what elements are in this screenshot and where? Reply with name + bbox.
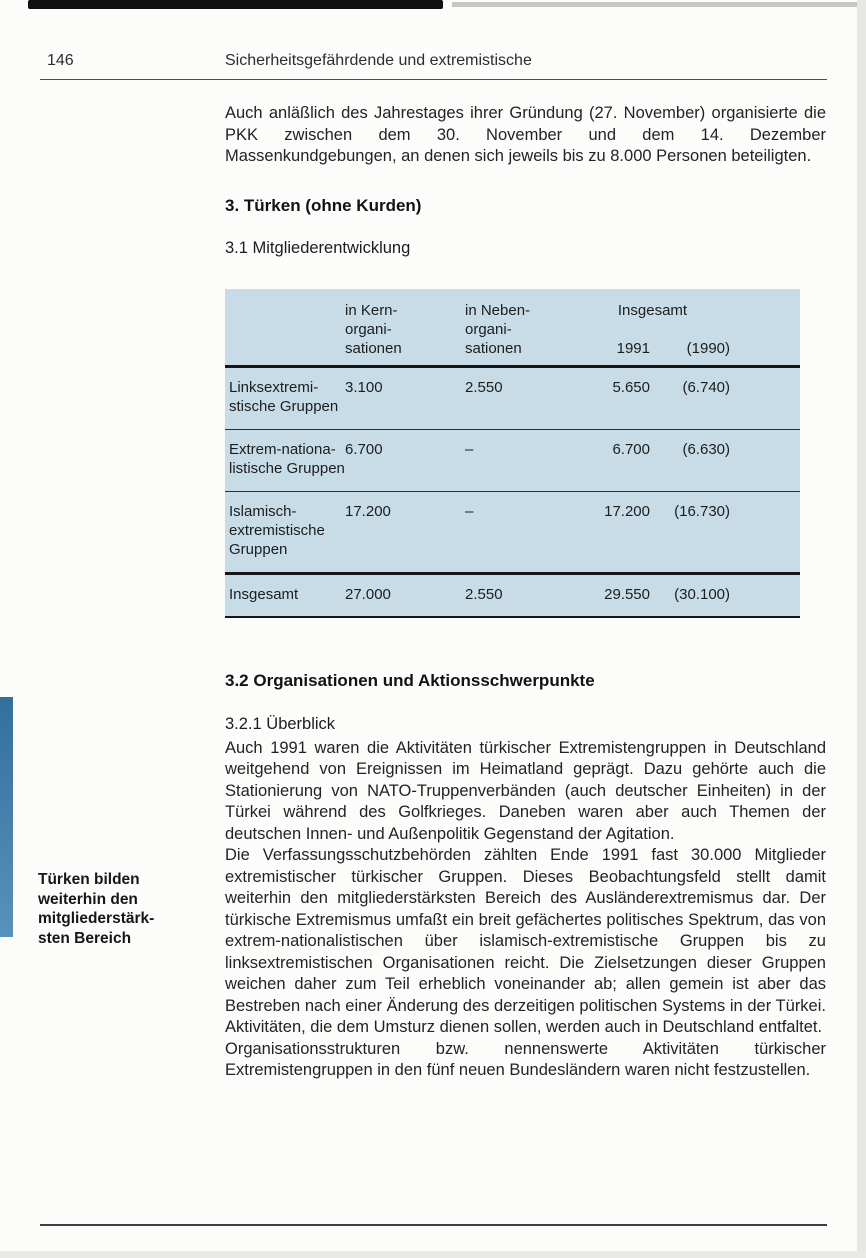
cell-kern: 6.700 bbox=[345, 440, 383, 458]
col-header-1990: (1990) bbox=[686, 339, 730, 357]
cell-1990: (6.630) bbox=[682, 440, 730, 458]
page-edge-bottom bbox=[0, 1251, 866, 1258]
overview-paragraph-1: Auch 1991 waren die Aktivitäten türkischer Extremistengruppen in Deutschland weitgehend von Ereignissen im Heimatland geprägt. Dazu gehörte auch die Stationierung von NATO-Truppenverbänden (auch deutscher Einheiten) in der Türkei während des Golfkrieges. Daneben waren aber auch Themen der deutschen Innen- und Außenpolitik Gegenstand der Agitation. bbox=[225, 738, 826, 843]
overview-paragraph-3: Organisationsstrukturen bzw. nennenswerte Aktivitäten türkischer Extremistengruppen in den fünf neuen Bundesländern waren nicht festzustellen. bbox=[225, 1039, 826, 1079]
row-label: Islamisch- extremistische Gruppen bbox=[229, 502, 325, 558]
col-header-empty bbox=[229, 301, 345, 358]
row-label: Linksextremi- stische Gruppen bbox=[229, 378, 339, 415]
margin-accent-bar bbox=[0, 697, 13, 937]
cell-kern: 3.100 bbox=[345, 378, 383, 396]
section-3-heading: 3. Türken (ohne Kurden) bbox=[225, 195, 422, 215]
col-header-insgesamt: Insgesamt bbox=[617, 301, 688, 319]
cell-1991: 6.700 bbox=[612, 440, 650, 458]
footer-rule bbox=[40, 1224, 827, 1226]
col-header-years bbox=[575, 339, 730, 358]
section-3-2-1-heading: 3.2.1 Überblick bbox=[225, 715, 336, 733]
cell-1991: 5.650 bbox=[612, 378, 650, 396]
cell-1990: (6.740) bbox=[682, 378, 730, 396]
col-header-kern: in Kern- organi- sationen bbox=[345, 301, 402, 357]
row-label: Extrem-nationa- listische Gruppen bbox=[229, 440, 345, 477]
cell-neben: 2.550 bbox=[465, 378, 503, 396]
row-label: Insgesamt bbox=[229, 585, 299, 603]
cell-kern: 17.200 bbox=[345, 502, 391, 520]
running-header: Sicherheitsgefährdende und extremistische bbox=[225, 52, 532, 69]
main-column bbox=[225, 103, 826, 1082]
table-row-total bbox=[225, 575, 800, 618]
overview-paragraph-2: Die Verfassungsschutzbehörden zählten Ende 1991 fast 30.000 Mitglieder extremistischer türkischer Gruppen. Dieses Beobachtungsfeld stellt damit weiterhin den mitgliederstärksten Bereich des Ausländerextremismus dar. Der türkische Extremismus umfaßt ein breit gefächertes politisches Spektrum, das von extrem-nationalistischen über islamisch-extremistische Gruppen bis zu linksextremistischen Organisationen reicht. Die Zielsetzungen dieser Gruppen weichen daher zum Teil erheblich voneinander ab; allen gemein ist aber das Bestreben nach einer Änderung des derzeitigen politischen Systems in der Türkei. Aktivitäten, die dem Umsturz dienen sollen, werden auch in Deutschland entfaltet. bbox=[225, 846, 826, 1036]
scan-artifact-dark bbox=[28, 0, 443, 9]
section-3-2-heading: 3.2 Organisationen und Aktionsschwerpunkte bbox=[225, 670, 595, 690]
table-row bbox=[225, 430, 800, 492]
cell-1991: 29.550 bbox=[604, 585, 650, 603]
section-3-1-heading: 3.1 Mitgliederentwicklung bbox=[225, 239, 411, 257]
cell-1990: (16.730) bbox=[674, 502, 730, 520]
cell-neben: – bbox=[465, 502, 474, 520]
scan-artifact-light bbox=[452, 2, 857, 7]
page-edge-right bbox=[857, 0, 866, 1258]
table-row bbox=[225, 492, 800, 575]
cell-kern: 27.000 bbox=[345, 585, 391, 603]
cell-neben: 2.550 bbox=[465, 585, 503, 603]
col-header-neben: in Neben- organi- sationen bbox=[465, 301, 531, 357]
col-header-1991: 1991 bbox=[616, 339, 650, 357]
cell-1991: 17.200 bbox=[604, 502, 650, 520]
margin-note: Türken bilden weiterhin den mitgliederstärk- sten Bereich bbox=[38, 871, 155, 947]
header-rule bbox=[40, 79, 827, 80]
col-header-insgesamt-group bbox=[575, 301, 730, 358]
cell-1990: (30.100) bbox=[674, 585, 730, 603]
table-header-row bbox=[225, 289, 800, 368]
membership-table bbox=[225, 289, 800, 618]
cell-neben: – bbox=[465, 440, 474, 458]
page-number: 146 bbox=[47, 52, 74, 69]
table-row bbox=[225, 368, 800, 430]
intro-paragraph: Auch anläßlich des Jahrestages ihrer Gründung (27. November) organisierte die PKK zwischen dem 30. November und dem 14. Dezember Massenkundgebungen, an denen sich jeweils bis zu 8.000 Personen beteiligten. bbox=[225, 104, 826, 165]
